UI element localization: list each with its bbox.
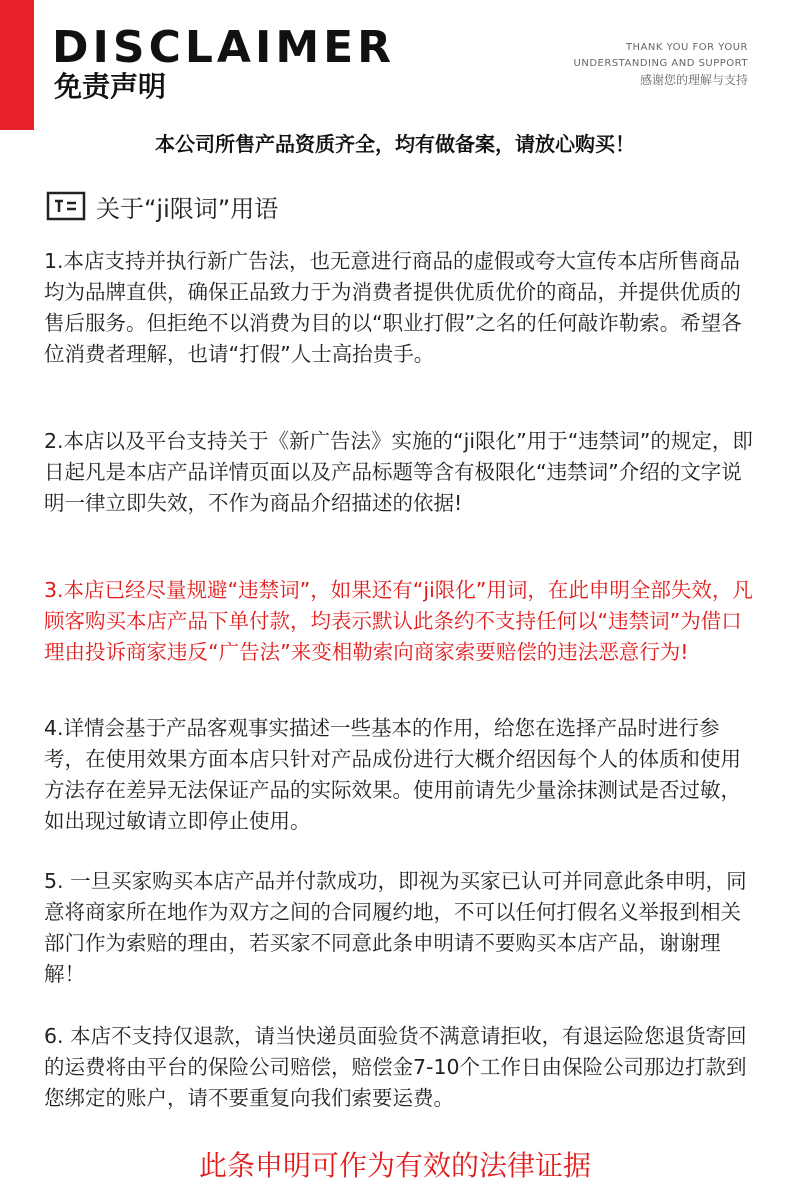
paragraph-5: 5. 一旦买家购买本店产品并付款成功，即视为买家已认可并同意此条申明，同意将商家所在地作为双方之间的合同履约地，不可以任何打假名义举报到相关部门作为索赔的理由，若买家不同意此条申明请不要购买本店产品，谢谢理解！ [44, 869, 747, 986]
disclaimer-title-cn: 免责声明 [54, 70, 167, 103]
paragraph-4: 4.详情会基于产品客观事实描述一些基本的作用，给您在选择产品时进行参考，在使用效果方面本店只针对产品成份进行大概介绍因每个人的体质和使用方法存在差异无法保证产品的实际效果。使用前请先少量涂抹测试是否过敏，如出现过敏请立即停止使用。 [44, 716, 741, 833]
text-box-icon [46, 191, 86, 221]
section-title [46, 186, 278, 226]
paragraph-3-warning: 3.本店已经尽量规避“违禁词”，如果还有“ji限化”用词，在此申明全部失效，凡顾客购买本店产品下单付款，均表示默认此条约不支持任何以“违禁词”为借口理由投诉商家违反“广告法”来变相勒索向商家索要赔偿的违法恶意行为! [44, 578, 753, 664]
thanks-block [574, 40, 748, 88]
thanks-line-2: UNDERSTANDING AND SUPPORT [573, 58, 748, 69]
section-title-text: 关于“ji限词”用语 [96, 194, 279, 223]
paragraph-1: 1.本店支持并执行新广告法，也无意进行商品的虚假或夸大宣传本店所售商品均为品牌直供，确保正品致力于为消费者提供优质优价的商品，并提供优质的售后服务。但拒绝不以消费为目的以“职业打假”之名的任何敲诈勒索。希望各位消费者理解，也请“打假”人士高抬贵手。 [44, 249, 742, 366]
headline: 本公司所售产品资质齐全，均有做备案，请放心购买！ [155, 132, 635, 156]
disclaimer-title: DISCLAIMER [52, 22, 396, 73]
red-accent-bar [0, 0, 34, 130]
paragraph-2: 2.本店以及平台支持关于《新广告法》实施的“ji限化”用于“违禁词”的规定，即日起凡是本店产品详情页面以及产品标题等含有极限化“违禁词”介绍的文字说明一律立即失效，不作为商品介绍描述的依据! [44, 429, 753, 515]
paragraph-6: 6. 本店不支持仅退款，请当快递员面验货不满意请拒收，有退运险您退货寄回的运费将由平台的保险公司赔偿，赔偿金7-10个工作日由保险公司那边打款到您绑定的账户，请不要重复向我们索要运费。 [44, 1024, 747, 1110]
thanks-cn: 感谢您的理解与支持 [639, 73, 748, 87]
footer-legal-note: 此条申明可作为有效的法律证据 [198, 1149, 591, 1182]
thanks-line-1: THANK YOU FOR YOUR [625, 42, 748, 53]
